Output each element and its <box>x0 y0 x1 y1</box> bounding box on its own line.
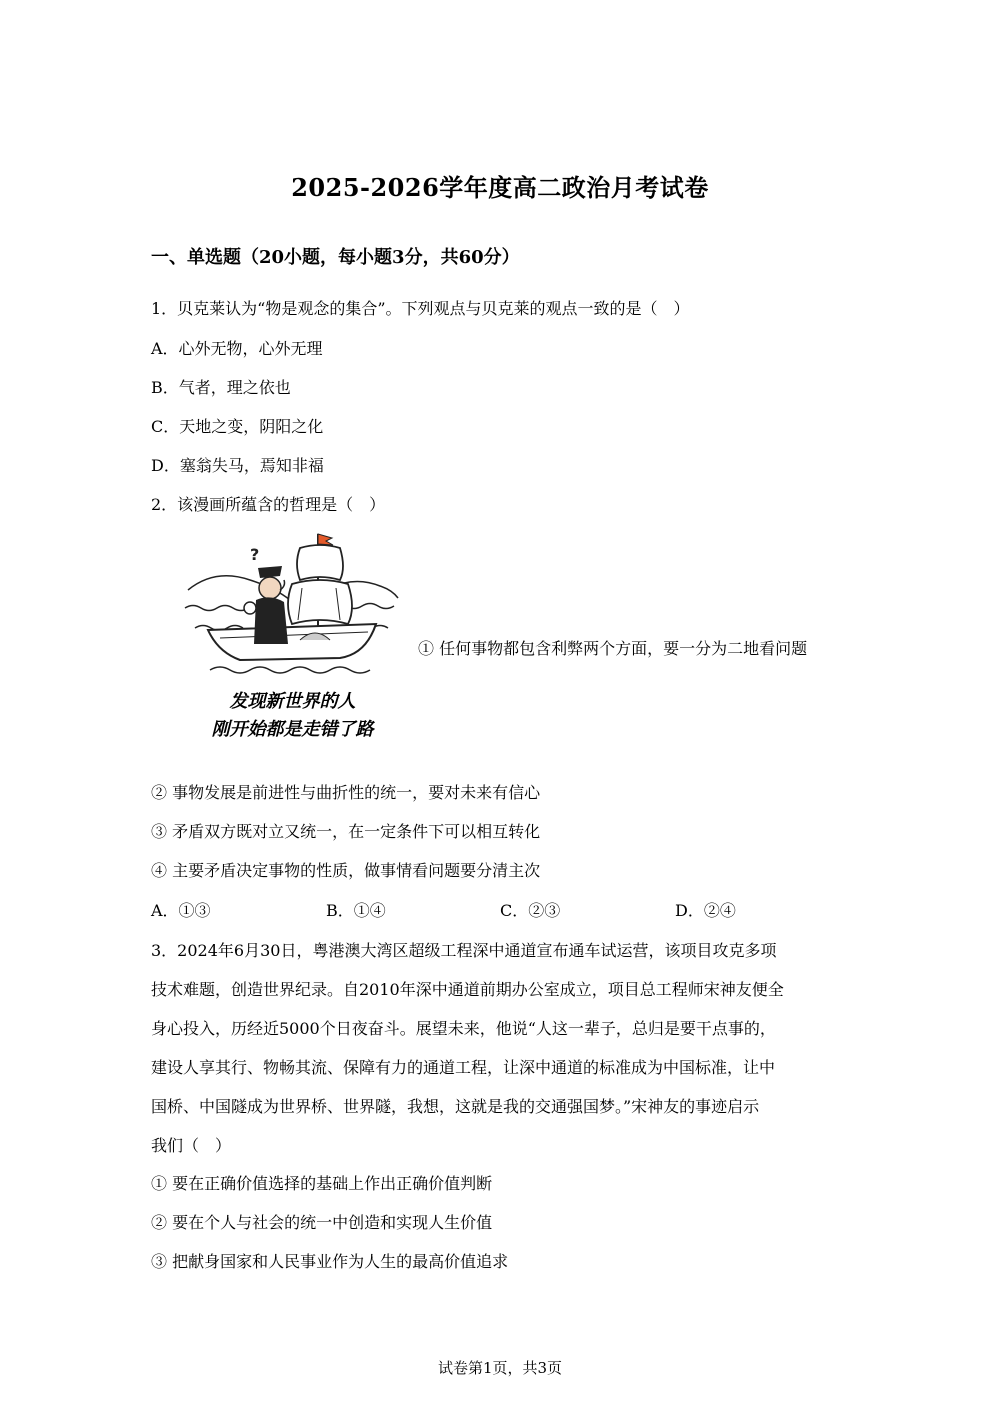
q2-item-3: ③ 矛盾双方既对立又统一，在一定条件下可以相互转化 <box>151 822 541 841</box>
q3-item-3: ③ 把献身国家和人民事业作为人生的最高价值追求 <box>151 1252 509 1271</box>
q3-stem-line: 3．2024年6月30日，粤港澳大湾区超级工程深中通道宣布通车试运营，该项目攻克多项 <box>151 941 777 960</box>
question-1-stem: 1．贝克莱认为“物是观念的集合”。下列观点与贝克莱的观点一致的是（ ） <box>151 299 690 318</box>
q2-option-b: B．①④ <box>326 901 386 920</box>
q1-option-d: D．塞翁失马，焉知非福 <box>151 456 324 475</box>
q3-stem-line: 建设人享其行、物畅其流、保障有力的通道工程，让深中通道的标准成为中国标准，让中 <box>151 1058 776 1077</box>
cartoon-image <box>180 528 405 758</box>
q3-stem-line: 技术难题，创造世界纪录。自2010年深中通道前期办公室成立，项目总工程师宋神友便全 <box>151 980 784 999</box>
q2-item-2: ② 事物发展是前进性与曲折性的统一，要对未来有信心 <box>151 783 541 802</box>
q3-stem-line: 我们（ ） <box>151 1136 232 1155</box>
q2-option-a: A．①③ <box>151 901 211 920</box>
q1-option-c: C．天地之变，阴阳之化 <box>151 417 324 436</box>
q1-option-b: B．气者，理之依也 <box>151 378 291 397</box>
cartoon-caption-line-2: 刚开始都是走错了路 <box>211 719 374 740</box>
question-3-stem <box>151 931 851 1165</box>
section-heading: 一、单选题（20小题，每小题3分，共60分） <box>151 247 520 268</box>
q3-item-1: ① 要在正确价值选择的基础上作出正确价值判断 <box>151 1174 493 1193</box>
question-2-stem: 2．该漫画所蕴含的哲理是（ ） <box>151 495 386 514</box>
q3-stem-line: 国桥、中国隧成为世界桥、世界隧，我想，这就是我的交通强国梦。”宋神友的事迹启示 <box>151 1097 760 1116</box>
q2-option-d: D．②④ <box>675 901 736 920</box>
q1-option-a: A．心外无物，心外无理 <box>151 339 323 358</box>
page-footer: 试卷第1页，共3页 <box>437 1359 563 1377</box>
q2-item-4: ④ 主要矛盾决定事物的性质，做事情看问题要分清主次 <box>151 861 541 880</box>
page-title: 2025-2026学年度高二政治月考试卷 <box>291 173 709 202</box>
q3-stem-line: 身心投入，历经近5000个日夜奋斗。展望未来，他说“人这一辈子，总归是要干点事的， <box>151 1019 776 1038</box>
svg-text:?: ? <box>250 545 260 564</box>
q2-item-1: ① 任何事物都包含利弊两个方面，要一分为二地看问题 <box>418 639 808 658</box>
q2-option-c: C．②③ <box>500 901 561 920</box>
q3-item-2: ② 要在个人与社会的统一中创造和实现人生价值 <box>151 1213 493 1232</box>
cartoon-caption-line-1: 发现新世界的人 <box>229 691 356 712</box>
